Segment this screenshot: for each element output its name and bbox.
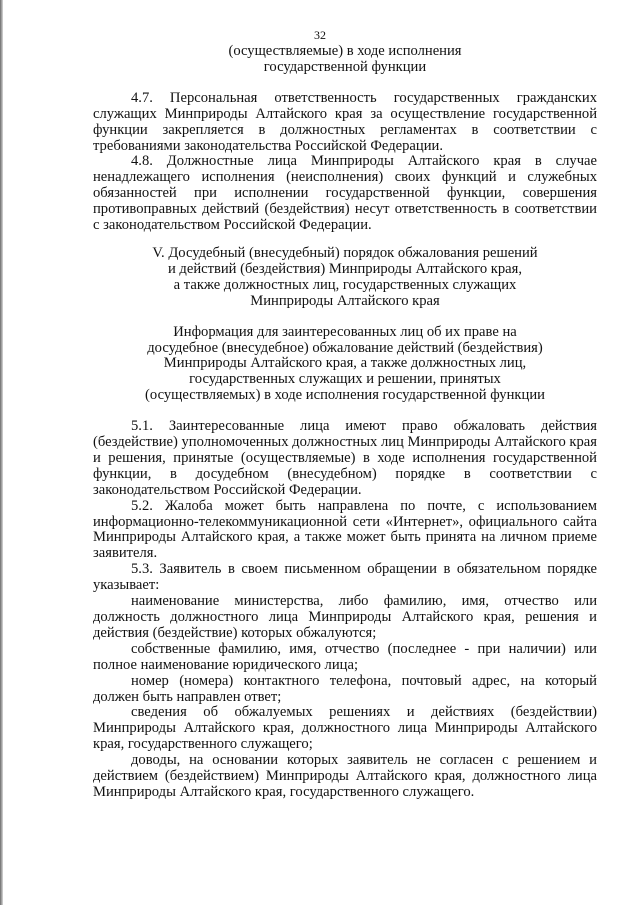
heading-top-line-2: государственной функции: [263, 58, 427, 75]
section-title-line-4: Минприроды Алтайского края: [250, 292, 440, 309]
paragraph-5-2: 5.2. Жалоба может быть направлена по почте, с использованием информационно-телекоммуникационной сети «Интернет», официального сайта Минприроды Алтайского края, а также может быть принята на личном приеме заявителя.: [93, 497, 597, 562]
subsection-title-line-3: Минприроды Алтайского края, а также должностных лиц,: [163, 355, 527, 372]
subsection-title-line-2: досудебное (внесудебное) обжалование действий (бездействия): [147, 339, 543, 356]
section-title-line-2: и действий (бездействия) Минприроды Алтайского края,: [167, 260, 523, 277]
section-title-line-1: V. Досудебный (внесудебный) порядок обжалования решений: [152, 244, 538, 261]
scan-edge-shadow: [0, 0, 3, 905]
list-item-applicant-name: собственные фамилию, имя, отчество (последнее - при наличии) или полное наименование юридического лица;: [93, 640, 597, 673]
list-item-arguments: доводы, на основании которых заявитель не согласен с решением и действием (бездействием) Минприроды Алтайского края, должностного лица Минприроды Алтайского края, государственного служащего.: [93, 752, 597, 800]
page-number: 32: [314, 28, 326, 42]
paragraph-4-7: 4.7. Персональная ответственность государственных гражданских служащих Минприроды Алтайского края за осуществление государственной функции закрепляется в должностных регламентах в соответствии с требованиями законодательства Российской Федерации.: [93, 89, 597, 154]
paragraph-4-8: 4.8. Должностные лица Минприроды Алтайского края в случае ненадлежащего исполнения (неисполнения) своих функций и служебных обязанностей при исполнении государственной функции, совершения противоправных действий (бездействия) несут ответственность в соответствии с законодательством Российской Федерации.: [93, 153, 597, 234]
heading-top-line-1: (осуществляемые) в ходе исполнения: [228, 43, 462, 59]
paragraph-5-3: 5.3. Заявитель в своем письменном обращении в обязательном порядке указывает:: [93, 561, 597, 594]
list-item-contact-info: номер (номера) контактного телефона, почтовый адрес, на который должен быть направлен ответ;: [93, 672, 597, 705]
subsection-title-line-1: Информация для заинтересованных лиц об их праве на: [173, 323, 517, 340]
subsection-title-line-5: (осуществляемых) в ходе исполнения государственной функции: [145, 387, 545, 404]
list-item-ministry-name: наименование министерства, либо фамилию, имя, отчество или должность должностного лица Минприроды Алтайского края, решения и действия (бездействие) которых обжалуются;: [93, 593, 597, 641]
paragraph-5-1: 5.1. Заинтересованные лица имеют право обжаловать действия (бездействие) уполномоченных должностных лиц Минприроды Алтайского края и решения, принятые (осуществляемые) в ходе исполнения государственной функции, в досудебном (внесудебном) порядке в соответствии с законодательством Российской Федерации.: [93, 418, 597, 498]
section-title-line-3: а также должностных лиц, государственных служащих: [173, 276, 517, 293]
list-item-decisions-info: сведения об обжалуемых решениях и действиях (бездействии) Минприроды Алтайского края, должностного лица Минприроды Алтайского края, государственного служащего;: [93, 704, 597, 753]
document-body: [93, 44, 597, 801]
subsection-title-line-4: государственных служащих и решении, принятых: [189, 371, 501, 388]
